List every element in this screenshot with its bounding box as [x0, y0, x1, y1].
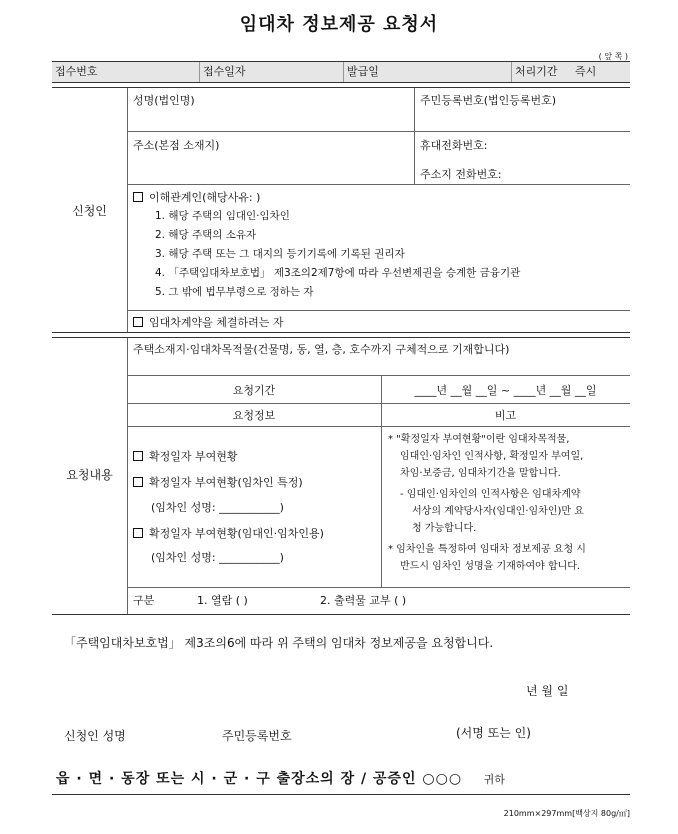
type-label: 구분: [133, 594, 155, 607]
signature-field[interactable]: (서명 또는 인): [456, 726, 531, 740]
applicant-section-label: 신청인: [72, 204, 107, 218]
request-period-value[interactable]: ____년 __월 __일 ~ ____년 __월 __일: [414, 384, 597, 397]
remark-note-5: 서상의 계약당사자(임대인·임차인)만 요: [412, 506, 584, 517]
processing-period-cell: [512, 62, 630, 82]
fixed-date-status-checkbox[interactable]: [133, 451, 143, 461]
option-fixed-date-status[interactable]: [133, 448, 238, 464]
tenant-name-field-1[interactable]: (임차인 성명: ___________): [151, 501, 284, 514]
processing-period-value: 즉시: [575, 65, 597, 78]
remark-note-8: 반드시 임차인 성명을 기재하여야 합니다.: [400, 561, 581, 572]
paper-spec-footer: 210mm×297mm[백상지 80g/㎡]: [503, 809, 630, 818]
receipt-number-cell: [52, 62, 200, 82]
issue-date-cell: [344, 62, 512, 82]
receipt-date-label: 접수일자: [203, 65, 246, 78]
receipt-number-label: 접수번호: [55, 65, 98, 78]
property-address-field[interactable]: 주택소재지·임대차목적물(건물명, 동, 열, 층, 호수까지 구체적으로 기재합니다): [133, 343, 510, 356]
remark-note-6: 청 가능합니다.: [412, 523, 477, 534]
processing-period-label: 처리기간: [515, 65, 558, 78]
prospective-contract-label: 임대차계약을 체결하려는 자: [149, 316, 284, 329]
home-phone-field[interactable]: 주소지 전화번호:: [420, 168, 502, 181]
remark-note-7: * 임차인을 특정하여 임대차 정보제공 요청 시: [388, 544, 586, 555]
interested-party-label: 이해관계인(해당사유: ): [149, 191, 261, 204]
request-info-label: 요청정보: [232, 409, 276, 422]
reason-item-4: 4. 「주택임대차보호법」 제3조의2제7항에 따라 우선변제권을 승계한 금융기관: [155, 267, 521, 279]
printout-option[interactable]: 2. 출력물 교부 ( ): [320, 594, 407, 607]
request-period-label: 요청기간: [232, 384, 276, 397]
view-option[interactable]: 1. 열람 ( ): [197, 594, 248, 607]
fixed-date-status-label: 확정일자 부여현황: [149, 450, 238, 463]
addressee-line: [56, 768, 505, 788]
addressee-suffix: 귀하: [483, 773, 505, 786]
remark-note-3: 차임·보증금, 임대차기간을 말합니다.: [400, 468, 561, 479]
reason-item-2: 2. 해당 주택의 소유자: [155, 229, 257, 241]
remark-note-1: * "확정일자 부여현황"이란 임대차목적물,: [388, 434, 570, 445]
office-name: 읍 · 면 · 동장 또는 시 · 군 · 구 출장소의 장 / 공증인 ○○○: [56, 771, 463, 787]
remarks-label: 비고: [494, 409, 517, 422]
statement-date[interactable]: 년 월 일: [526, 684, 569, 698]
fixed-date-tenant-label: 확정일자 부여현황(임차인 특정): [149, 476, 303, 489]
prospective-contract-option[interactable]: [133, 314, 284, 330]
applicant-address-field[interactable]: 주소(본점 소재지): [133, 139, 220, 152]
request-section-label: 요청내용: [66, 468, 113, 482]
mobile-phone-field[interactable]: 휴대전화번호:: [420, 139, 488, 152]
fixed-date-landlord-tenant-checkbox[interactable]: [133, 528, 143, 538]
form-title: 임대차 정보제공 요청서: [239, 14, 439, 35]
statement-text: 「주택임대차보호법」 제3조의6에 따라 위 주택의 임대차 정보제공을 요청합니다.: [64, 636, 494, 650]
interested-party-option[interactable]: [133, 189, 260, 205]
receipt-info-bar: [52, 61, 630, 83]
reason-item-5: 5. 그 밖에 법무부령으로 정하는 자: [155, 286, 314, 298]
applicant-name-signature-label: 신청인 성명: [64, 729, 126, 743]
option-fixed-date-tenant[interactable]: [133, 474, 303, 490]
fixed-date-landlord-tenant-label: 확정일자 부여현황(임대인·임차인용): [149, 527, 324, 540]
reason-item-3: 3. 해당 주택 또는 그 대지의 등기기록에 기록된 권리자: [155, 248, 405, 260]
receipt-date-cell: [200, 62, 344, 82]
applicant-id-signature-label: 주민등록번호: [222, 729, 292, 743]
tenant-name-field-2[interactable]: (임차인 성명: ___________): [151, 551, 284, 564]
issue-date-label: 발급일: [347, 65, 379, 78]
option-fixed-date-landlord-tenant[interactable]: [133, 525, 324, 541]
fixed-date-tenant-checkbox[interactable]: [133, 477, 143, 487]
applicant-section: [52, 87, 630, 333]
interested-party-checkbox[interactable]: [133, 192, 143, 202]
applicant-id-field[interactable]: 주민등록번호(법인등록번호): [420, 94, 557, 107]
applicant-name-field[interactable]: 성명(법인명): [133, 94, 195, 107]
prospective-contract-checkbox[interactable]: [133, 317, 143, 327]
remark-note-2: 임대인·임차인 인적사항, 확정일자 부여일,: [400, 451, 584, 462]
front-page-label: ( 앞 쪽 ): [598, 52, 628, 61]
reason-item-1: 1. 해당 주택의 임대인·임차인: [155, 210, 290, 222]
remark-note-4: - 임대인·임차인의 인적사항은 임대차계약: [400, 489, 581, 500]
